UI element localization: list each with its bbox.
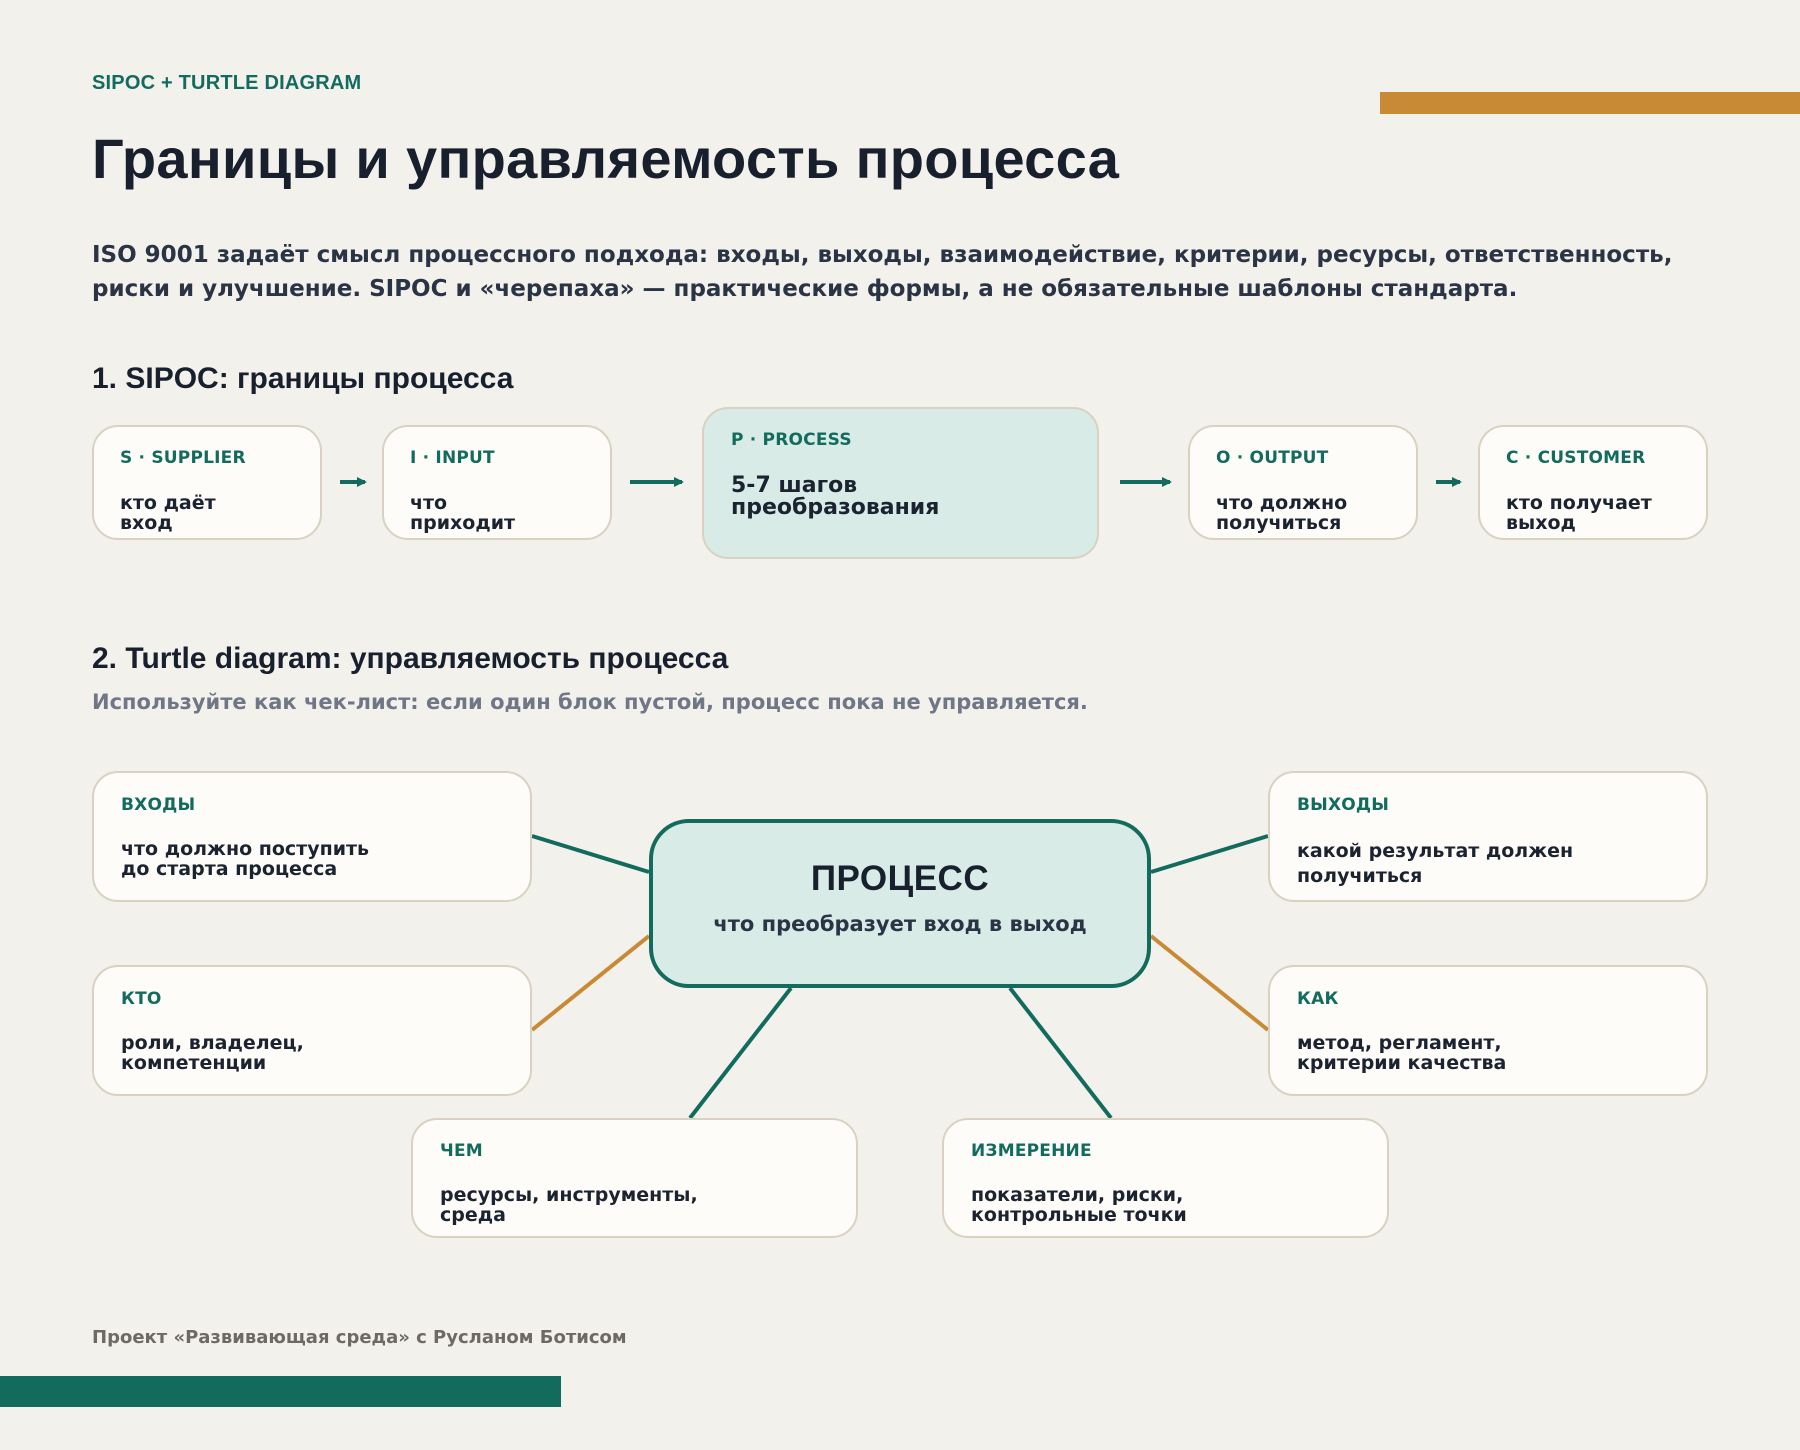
turtle-center-process xyxy=(649,819,1151,988)
card-text xyxy=(121,1033,304,1073)
card-text xyxy=(1506,493,1652,533)
card-text xyxy=(971,1185,1187,1225)
connector-outputs xyxy=(1151,836,1268,872)
card-text-line: получиться xyxy=(1216,512,1342,534)
card-text-line: приходит xyxy=(410,512,516,534)
card-text xyxy=(1216,493,1347,533)
turtle-measurement-card xyxy=(942,1118,1389,1238)
card-text-line: до старта процесса xyxy=(121,858,338,880)
card-text-line: выход xyxy=(1506,512,1576,534)
card-text xyxy=(1297,839,1573,889)
turtle-with-what-card xyxy=(411,1118,858,1238)
card-text-line: что должно поступить xyxy=(121,838,370,860)
card-text-line: получиться xyxy=(1297,865,1423,887)
card-text-line: среда xyxy=(440,1204,506,1226)
card-text-line: компетенции xyxy=(121,1052,267,1074)
connector-inputs xyxy=(532,836,649,872)
connector-measurement xyxy=(1010,988,1111,1118)
card-text xyxy=(731,475,939,519)
card-text-line: что должно xyxy=(1216,492,1348,514)
connector-with-what xyxy=(690,988,791,1118)
card-label: P · PROCESS xyxy=(731,430,852,450)
card-text xyxy=(410,493,515,533)
turtle-how-card xyxy=(1268,965,1708,1096)
card-label: C · CUSTOMER xyxy=(1506,448,1646,468)
card-text xyxy=(1297,1033,1506,1073)
turtle-hint: Используйте как чек-лист: если один блок пустой, процесс пока не управляется. xyxy=(92,690,1088,714)
sipoc-heading: 1. SIPOC: границы процесса xyxy=(92,362,514,395)
eyebrow: SIPOC + TURTLE DIAGRAM xyxy=(92,72,362,94)
card-text-line: какой результат должен xyxy=(1297,840,1574,862)
card-label: ВХОДЫ xyxy=(121,795,196,815)
intro-line-1: ISO 9001 задаёт смысл процессного подхода: входы, выходы, взаимодействие, критерии, ресурсы, ответственность, xyxy=(92,242,1673,268)
card-label: O · OUTPUT xyxy=(1216,448,1329,468)
card-text-line: роли, владелец, xyxy=(121,1032,304,1054)
card-text-line: вход xyxy=(120,512,173,534)
sipoc-output-card xyxy=(1188,425,1418,540)
card-text xyxy=(121,839,369,879)
footer-credit: Проект «Развивающая среда» с Русланом Ботисом xyxy=(92,1327,627,1348)
sipoc-input-card xyxy=(382,425,612,540)
sipoc-customer-card xyxy=(1478,425,1708,540)
card-text-line: контрольные точки xyxy=(971,1204,1187,1226)
card-text xyxy=(440,1185,698,1225)
card-label: КТО xyxy=(121,989,162,1009)
intro-line-2: риски и улучшение. SIPOC и «черепаха» — практические формы, а не обязательные шаблоны стандарта. xyxy=(92,276,1518,302)
card-text-line: критерии качества xyxy=(1297,1052,1507,1074)
card-label: ЧЕМ xyxy=(440,1141,483,1161)
sipoc-process-card xyxy=(702,407,1099,559)
card-label: I · INPUT xyxy=(410,448,495,468)
turtle-who-card xyxy=(92,965,532,1096)
turtle-inputs-card xyxy=(92,771,532,902)
turtle-outputs-card xyxy=(1268,771,1708,902)
card-text-line: показатели, риски, xyxy=(971,1184,1184,1206)
card-text-line: кто даёт xyxy=(120,492,216,514)
card-label: S · SUPPLIER xyxy=(120,448,246,468)
sipoc-supplier-card xyxy=(92,425,322,540)
card-label: ИЗМЕРЕНИЕ xyxy=(971,1141,1092,1161)
turtle-heading: 2. Turtle diagram: управляемость процесса xyxy=(92,642,729,675)
card-text-line: преобразования xyxy=(731,495,940,520)
page-title: Границы и управляемость процесса xyxy=(92,127,1120,190)
card-text-line: 5-7 шагов xyxy=(731,473,858,498)
card-label: КАК xyxy=(1297,989,1339,1009)
card-text-line: кто получает xyxy=(1506,492,1652,514)
card-label: ВЫХОДЫ xyxy=(1297,795,1390,815)
card-text xyxy=(120,493,216,533)
card-text-line: метод, регламент, xyxy=(1297,1032,1502,1054)
card-text-line: ресурсы, инструменты, xyxy=(440,1184,698,1206)
connector-who xyxy=(532,936,649,1030)
connector-how xyxy=(1151,936,1268,1030)
center-title: ПРОЦЕСС xyxy=(810,859,990,898)
card-text-line: что xyxy=(410,492,448,514)
center-subtitle: что преобразует вход в выход xyxy=(713,912,1087,936)
